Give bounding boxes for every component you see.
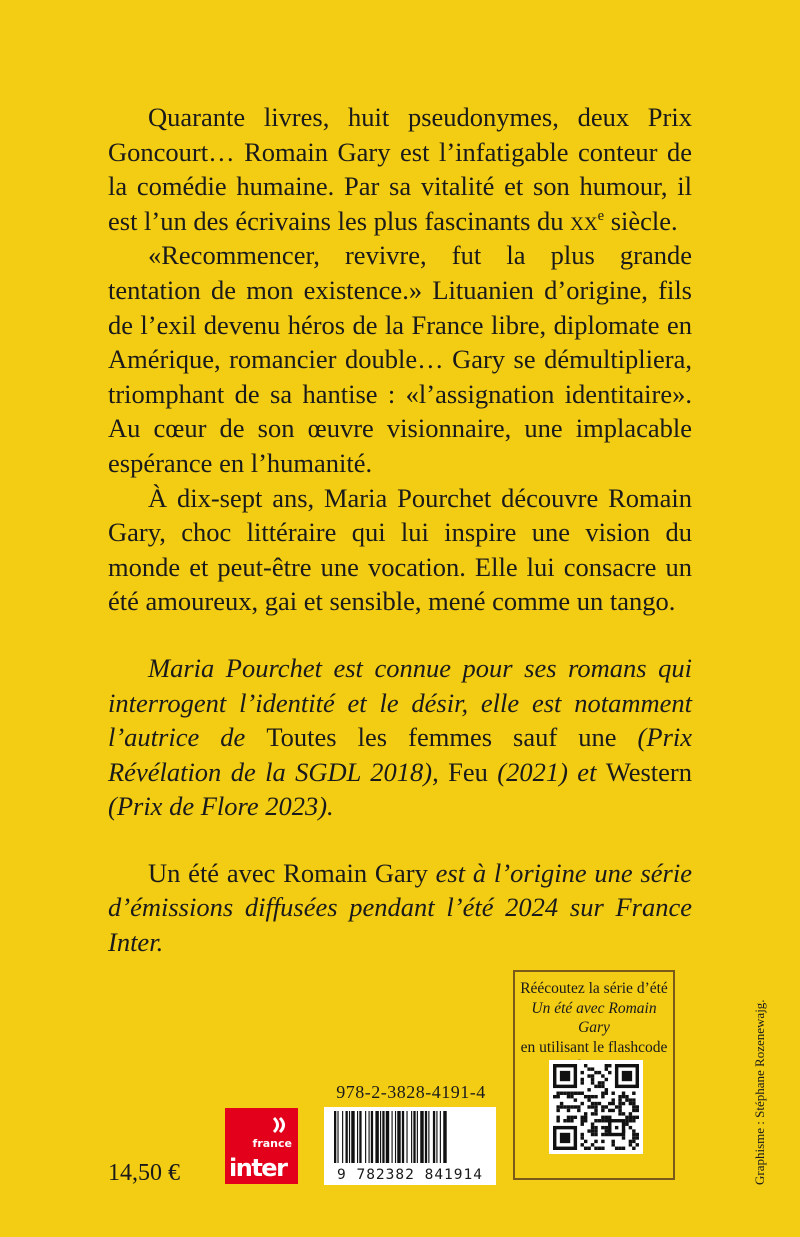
paragraph-intro-text: Quarante livres, huit pseudonymes, deux Prix Goncourt… Romain Gary est l’infatigable conteur de la comédie humaine. Par sa vitalité et son humour, il est l’un des écrivains les plus fascinants du xyxy=(108,102,692,236)
barcode-digits: 9 782382 841914 xyxy=(324,1167,496,1183)
graphic-design-credit: Graphisme : Stéphane Rozenewajg. xyxy=(752,999,767,1185)
flashcode-line-2: Un été avec Romain Gary xyxy=(531,999,657,1036)
logo-france-text: france xyxy=(252,1137,292,1150)
flashcode-line-1: Réécoutez la série d’été xyxy=(520,980,668,997)
france-inter-logo xyxy=(225,1108,298,1184)
origin-text: est à l’origine une série d’émissions diffusées pendant l’été 2024 sur France Inter. xyxy=(108,857,692,958)
bio-book-title-3: Western xyxy=(605,756,692,787)
bio-text-3: (2021) et xyxy=(487,756,606,787)
bio-text-2: (Prix Révélation de la SGDL 2018), xyxy=(108,722,693,787)
flashcode-box xyxy=(513,970,675,1180)
isbn-number: 978-2-3828-4191-4 xyxy=(336,1082,486,1102)
paragraph-intro xyxy=(108,100,692,238)
barcode xyxy=(324,1107,496,1185)
paragraph-intro-end: siècle. xyxy=(604,205,678,236)
bio-text-1: Maria Pourchet est connue pour ses romans qui interrogent l’identité et le désir, elle est notamment l’autrice de xyxy=(108,652,692,753)
logo-inter-text: inter xyxy=(229,1154,287,1182)
bio-book-title-2: Feu xyxy=(448,756,488,787)
qr-code-graphic xyxy=(553,1064,639,1150)
paragraph-quote: «Recommencer, revivre, fut la plus grande tentation de mon existence.» Lituanien d’origine, fils de l’exil devenu héros de la France libre, diplomate en Amérique, romancier double… Gary se démultipliera, triomphant de sa hantise : «l’assignation identitaire». Au cœur de son œuvre visionnaire, une implacable espérance en l’humanité. xyxy=(108,240,692,478)
qr-code[interactable] xyxy=(549,1060,643,1154)
origin-book-title: Un été avec Romain Gary xyxy=(148,857,428,888)
flashcode-line-3: en utilisant le flashcode xyxy=(520,1038,668,1056)
back-cover-text xyxy=(108,100,692,960)
paragraph-author-discovery: À dix-sept ans, Maria Pourchet découvre Romain Gary, choc littéraire qui lui inspire une vision du monde et peut-être une vocation. Elle lui consacre un été amoureux, gai et sensible, mené comme un tango. xyxy=(108,482,692,617)
paragraph-author-bio xyxy=(108,651,692,824)
price: 14,50 € xyxy=(108,1160,180,1186)
logo-wave-icon xyxy=(270,1114,292,1136)
paragraph-origin xyxy=(108,856,692,960)
bio-text-4: (Prix de Flore 2023). xyxy=(108,791,334,822)
century-numeral: xx xyxy=(570,205,598,236)
bio-book-title-1: Toutes les femmes sauf une xyxy=(266,722,617,753)
barcode-bars xyxy=(324,1107,496,1167)
century-superscript: e xyxy=(597,207,605,224)
